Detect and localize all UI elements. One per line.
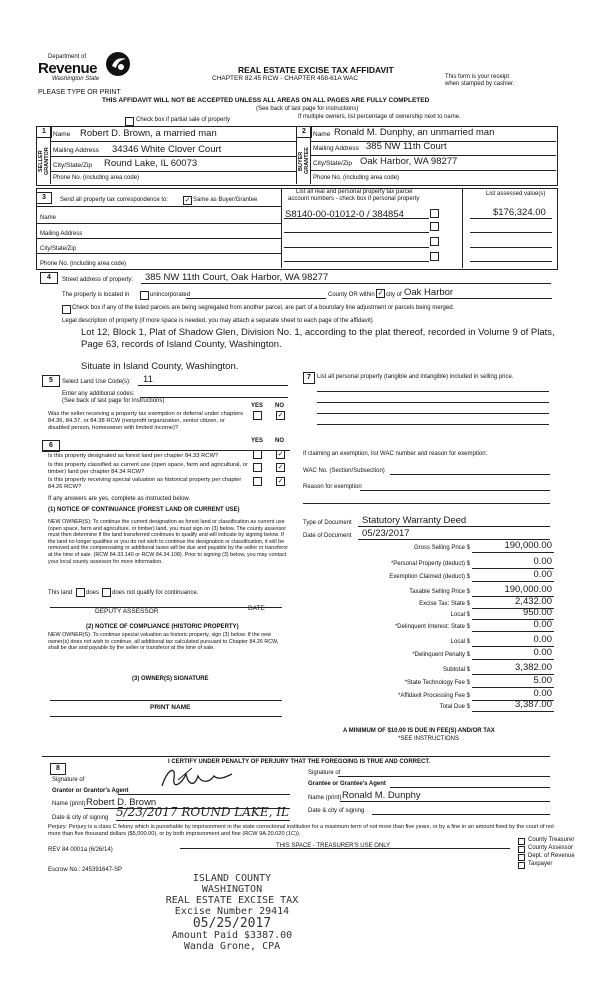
- sec5-see-back: (See back of last page for instructions): [62, 398, 165, 404]
- form-title: REAL ESTATE EXCISE TAX AFFIDAVIT: [238, 65, 394, 75]
- tax-row-label: Local $: [450, 612, 470, 618]
- print-name-label: PRINT NAME: [150, 704, 191, 711]
- seller-name-label: Name: [53, 131, 71, 138]
- legal-line-3[interactable]: Situate in Island County, Washington.: [81, 361, 239, 372]
- tax-row-label: *Delinquent Interest: State $: [394, 624, 470, 630]
- logo-state: Washington State: [52, 76, 100, 82]
- copy-checkbox[interactable]: [518, 862, 525, 869]
- treasurer-stamp: [162, 873, 302, 952]
- unincorporated-label: unincorporated: [150, 292, 191, 298]
- partial-sale-checkbox[interactable]: [125, 117, 134, 126]
- seller-exemption-yes[interactable]: [253, 411, 262, 420]
- stamp-date: 05/25/2017: [192, 916, 272, 931]
- grantor-name[interactable]: Robert D. Brown: [86, 797, 157, 808]
- escrow-number: Escrow No.: 245391647-SP: [48, 867, 123, 873]
- historic-question: Is this property receiving special valuation as historical property per chapter 84.26 RCW?: [48, 477, 242, 490]
- logo-department: Department of: [48, 54, 87, 60]
- form-chapter: CHAPTER 82.45 RCW - CHAPTER 458-61A WAC: [212, 75, 359, 82]
- buyer-name-label: Name: [313, 131, 331, 138]
- tax-row-label: Excise Tax: State $: [419, 601, 470, 607]
- parcel-personal-checkbox-4[interactable]: [430, 252, 439, 261]
- tax-row-value[interactable]: 3,382.00: [515, 662, 552, 673]
- logo: [36, 54, 131, 88]
- stamp-tax: REAL ESTATE EXCISE TAX: [165, 895, 299, 906]
- street-address[interactable]: 385 NW 11th Court, Oak Harbor, WA 98277: [145, 272, 329, 283]
- copy-label: Taxpayer: [528, 861, 553, 867]
- current-use-question: Is this property classified as current use (open space, farm and agricultural, or timber) land per chapter 84.34 RCW?: [48, 462, 248, 475]
- seller-side-label: SELLER GRANTOR: [38, 147, 50, 175]
- grantor-signature: [158, 764, 238, 794]
- sec5-no-header: NO: [275, 403, 284, 409]
- assessed-header: List assessed value(s): [486, 191, 546, 197]
- sec3-city-label: City/State/Zip: [40, 246, 77, 252]
- doc-type[interactable]: Statutory Warranty Deed: [362, 515, 467, 526]
- seller-city-label: City/State/Zip: [53, 162, 93, 169]
- county-or-label: County OR within: [328, 292, 375, 298]
- located-label: The property is located in: [62, 292, 130, 298]
- same-as-buyer-label: Same as Buyer/Grantee: [193, 197, 258, 203]
- sec6-no-header: NO: [275, 438, 284, 444]
- logo-swirl-icon: [104, 50, 132, 78]
- tax-row-label: *State Technology Fee $: [404, 680, 470, 686]
- notice-compliance-title: (2) NOTICE OF COMPLIANCE (HISTORIC PROPERTY): [86, 624, 239, 630]
- additional-codes-label: Enter any additional codes:: [62, 391, 135, 397]
- forest-land-yes[interactable]: [253, 450, 262, 459]
- sec3-mail-label: Mailing Address: [40, 231, 83, 237]
- street-address-label: Street address of property:: [62, 277, 134, 283]
- buyer-city[interactable]: Oak Harbor, WA 98277: [360, 156, 458, 167]
- section-8-number: 8: [50, 763, 66, 775]
- tax-row-label: Subtotal $: [442, 667, 470, 673]
- section-4-number: 4: [40, 272, 58, 284]
- notice-continuance-title: (1) NOTICE OF CONTINUANCE (FOREST LAND OR CURRENT USE): [48, 507, 240, 513]
- logo-revenue: Revenue: [38, 60, 98, 77]
- seller-exemption-question: Was the seller receiving a property tax exemption or deferral under chapters 84.36, 84.37, or 84.38 RCW (nonprofit organization, senior citizen, or disabled person, homeowner with limited income)?: [48, 411, 244, 431]
- doc-date[interactable]: 05/23/2017: [362, 528, 410, 539]
- grantor-date-label: Date & city of signing: [52, 815, 109, 821]
- owner-signature-label: (3) OWNER(S) SIGNATURE: [132, 676, 209, 682]
- grantor-date-city[interactable]: 5/23/2017 ROUND LAKE, IL: [116, 805, 289, 819]
- reason-label: Reason for exemption: [303, 484, 362, 490]
- treasurer-use-label: THIS SPACE - TREASURER'S USE ONLY: [276, 843, 391, 849]
- copy-label: Dept. of Revenue: [528, 853, 575, 859]
- seller-name[interactable]: Robert D. Brown, a married man: [80, 128, 217, 139]
- grantor-sig-label: Signature of: [52, 777, 85, 783]
- tax-row-label: *Personal Property (deduct) $: [390, 561, 470, 567]
- seller-mail[interactable]: 34346 White Clover Court: [112, 144, 222, 155]
- land-does-checkbox[interactable]: [76, 588, 85, 597]
- parcel-header-2: account numbers - check box if personal property: [288, 196, 420, 202]
- buyer-side-label: BUYER GRANTEE: [298, 147, 310, 175]
- unincorporated-checkbox[interactable]: [140, 291, 149, 300]
- buyer-phone-label: Phone No. (including area code): [313, 175, 400, 181]
- send-correspondence-label: Send all property tax correspondence to:: [60, 197, 169, 203]
- forest-land-no[interactable]: ✓: [277, 451, 284, 458]
- tax-row-value[interactable]: 0.00: [533, 647, 552, 658]
- doc-type-label: Type of Document: [303, 520, 352, 526]
- grantor-name-label: Name (print): [52, 801, 86, 807]
- city-of-label: city of: [386, 292, 402, 298]
- segregated-label: Check box if any of the listed parcels are being segregated from another parcel, are part of a boundary line adjustment or parcels being merged.: [72, 305, 455, 311]
- please-type: PLEASE TYPE OR PRINT: [38, 89, 121, 96]
- does-label: does: [86, 590, 100, 596]
- tax-row-label: Total Due $: [439, 704, 470, 710]
- buyer-city-label: City/State/Zip: [313, 160, 353, 167]
- city-value[interactable]: Oak Harbor: [404, 287, 454, 298]
- current-use-no[interactable]: ✓: [277, 464, 284, 471]
- historic-no[interactable]: ✓: [277, 478, 284, 485]
- seller-city[interactable]: Round Lake, IL 60073: [104, 158, 198, 169]
- land-use-label: Select Land Use Code(s):: [62, 379, 131, 385]
- grantee-name-label: Name (print): [308, 795, 342, 801]
- stamp-amount: Amount Paid $3387.00: [171, 930, 293, 941]
- personal-property-label: List all personal property (tangible and intangible) included in selling price.: [317, 374, 514, 380]
- multiple-owners-note: If multiple owners, list percentage of ownership next to name.: [298, 114, 461, 120]
- land-does-not-checkbox[interactable]: [102, 588, 111, 597]
- section-2-number: 2: [296, 126, 312, 138]
- section-6-number: 6: [42, 440, 60, 452]
- parcel-personal-checkbox-3[interactable]: [430, 237, 439, 246]
- tax-row-value[interactable]: 0.00: [533, 569, 552, 580]
- notice-compliance-text: NEW OWNER(S): To continue special valuation as historic property, sign (3) below. If the new owner(s) does not wish to continue, all additional tax calculated pursuant to Chapter 84.26 RCW, shall be due and payable by the seller or transferor at the time of sale.: [48, 632, 279, 652]
- seller-mail-label: Mailing Address: [53, 147, 99, 154]
- seller-exemption-no[interactable]: ✓: [277, 412, 284, 419]
- section-1-number: 1: [36, 126, 52, 138]
- legal-line-2[interactable]: Page 63, records of Island County, Washington.: [81, 339, 282, 350]
- if-yes-note: If any answers are yes, complete as instructed below.: [48, 496, 191, 502]
- certify-statement: I CERTIFY UNDER PENALTY OF PERJURY THAT THE FOREGOING IS TRUE AND CORRECT.: [168, 759, 431, 765]
- tax-row-value[interactable]: 0.00: [533, 619, 552, 630]
- copy-checkbox[interactable]: [518, 838, 525, 845]
- grantor-agent-label: Grantor or Grantor's Agent: [52, 788, 129, 794]
- copy-checkbox[interactable]: [518, 854, 525, 861]
- tax-row-value[interactable]: 0.00: [533, 688, 552, 699]
- tax-row-value[interactable]: 0.00: [533, 556, 552, 567]
- tax-row-value[interactable]: 5.00: [533, 675, 552, 686]
- seller-phone-label: Phone No. (including area code): [53, 175, 140, 181]
- historic-yes[interactable]: [253, 477, 262, 486]
- exemption-label: If claiming an exemption, list WAC number and reason for exemption:: [303, 451, 488, 457]
- legal-line-1[interactable]: Lot 12, Block 1, Plat of Shadow Glen, Division No. 1, according to the plat thereof, recorded in Volume 9 of Plats,: [81, 327, 555, 338]
- sec3-phone-label: Phone No. (including area code): [40, 261, 127, 267]
- land-use-code[interactable]: 11: [143, 374, 153, 385]
- wac-label: WAC No. (Section/Subsection): [303, 468, 385, 474]
- buyer-name[interactable]: Ronald M. Dunphy, an unmarried man: [334, 127, 495, 138]
- grantee-agent-label: Grantee or Grantee's Agent: [308, 781, 386, 787]
- same-as-buyer-checkbox[interactable]: ✓: [184, 197, 191, 204]
- grantee-name[interactable]: Ronald M. Dunphy: [342, 790, 421, 801]
- tax-row-label: Local $: [450, 639, 470, 645]
- forest-land-question: Is this property designated as forest land per chapter 84.33 RCW?: [48, 453, 219, 459]
- parcel-personal-checkbox-2[interactable]: [430, 222, 439, 231]
- tax-row-label: Exemption Claimed (deduct) $: [389, 574, 470, 580]
- copy-label: County Assessor: [528, 845, 574, 851]
- tax-row-label: Taxable Selling Price $: [409, 589, 470, 595]
- buyer-mail-label: Mailing Address: [313, 145, 359, 152]
- tax-row-value[interactable]: 3,387.00: [515, 699, 552, 710]
- partial-sale-label: Check box if partial sale of property: [136, 117, 231, 123]
- parcel-personal-checkbox-1[interactable]: [430, 209, 439, 218]
- tax-row-value[interactable]: 950.00: [522, 607, 552, 618]
- current-use-yes[interactable]: [253, 463, 262, 472]
- tax-row-value[interactable]: 190,000.00: [504, 540, 552, 551]
- does-not-label: does not qualify for continuance.: [112, 590, 199, 596]
- legal-description-label: Legal description of property (if more space is needed, you may attach a separate sheet to each page of the affidavit): [62, 318, 373, 324]
- notice-continuance-text: NEW OWNER(S): To continue the current designation as forest land or classification as current use (open space, farm and agriculture, or timber) land, you must sign on (3) below. The county assessor must then determine if the land transferred continues to qualify and will indicate by signing below. If the land no longer qualifies or you do not wish to continue the designation or classification, it will be removed and the compensating or additional taxes will be due and payable by the seller or transferor at the time of sale. (RCW 84.33.140 or RCW 84.34.108). Prior to signing (3) below, you may contact your local county assessor for more information.: [48, 519, 289, 565]
- parcel-number[interactable]: S8140-00-01012-0 / 384854: [285, 209, 404, 220]
- receipt-note-2: when stamped by cashier.: [445, 81, 515, 87]
- sec6-yes-header: YES: [251, 438, 264, 444]
- segregated-checkbox[interactable]: [62, 305, 71, 314]
- form-revision: REV 84 0001a (6/26/14): [48, 847, 113, 853]
- warning-text: THIS AFFIDAVIT WILL NOT BE ACCEPTED UNLESS ALL AREAS ON ALL PAGES ARE FULLY COMPLETED: [102, 97, 430, 104]
- receipt-note-1: This form is your receipt: [445, 74, 510, 80]
- section-3-number: 3: [36, 192, 52, 204]
- stamp-signer: Wanda Grone, CPA: [183, 941, 281, 952]
- sec5-yes-header: YES: [251, 403, 264, 409]
- sec3-name-label: Name: [40, 215, 57, 221]
- tax-row-label: Gross Selling Price $: [413, 545, 470, 551]
- copy-label: County Treasurer: [528, 837, 575, 843]
- stamp-excise-number: Excise Number 29414: [174, 906, 290, 917]
- tax-row-value[interactable]: 190,000.00: [504, 584, 552, 595]
- section-5-number: 5: [42, 375, 60, 387]
- see-back: (See back of last page for instructions): [256, 106, 359, 112]
- buyer-mail[interactable]: 385 NW 11th Court: [366, 141, 447, 152]
- assessed-value[interactable]: $176,324.00: [493, 207, 546, 218]
- perjury-note: Perjury: Perjury is a class C felony which is punishable by imprisonment in the state correctional institution for a maximum term of not more than five years, or by a fine in an amount fixed by the court of not more than five thousand dollars ($5,000.00), or by both imprisonment and fine (RCW 9A.20.020 (1C)).: [48, 824, 554, 837]
- doc-date-label: Date of Document: [303, 533, 352, 539]
- tax-row-value[interactable]: 2,432.00: [515, 596, 552, 607]
- deputy-assessor-label: DEPUTY ASSESSOR: [95, 608, 159, 615]
- section-7-number: 7: [303, 372, 315, 384]
- minimum-fee-note: A MINIMUM OF $10.00 IS DUE IN FEE(S) AND/OR TAX: [343, 728, 495, 734]
- grantee-sig-label: Signature of: [308, 770, 341, 776]
- copy-checkbox[interactable]: [518, 846, 525, 853]
- see-instructions-note: *SEE INSTRUCTIONS: [398, 736, 460, 742]
- city-checkbox[interactable]: ✓: [377, 290, 384, 297]
- tax-row-value[interactable]: 0.00: [533, 634, 552, 645]
- tax-row-label: *Affidavit Processing Fee $: [398, 693, 470, 699]
- tax-row-label: *Delinquent Penalty $: [412, 652, 470, 658]
- assessor-date-label: DATE: [248, 605, 265, 612]
- land-does-label: This land: [48, 590, 73, 596]
- stamp-county: ISLAND COUNTY WASHINGTON: [192, 873, 272, 895]
- grantee-date-label: Date & city of signing: [308, 808, 365, 814]
- parcel-header-1: List all real and personal property tax parcel: [296, 189, 413, 195]
